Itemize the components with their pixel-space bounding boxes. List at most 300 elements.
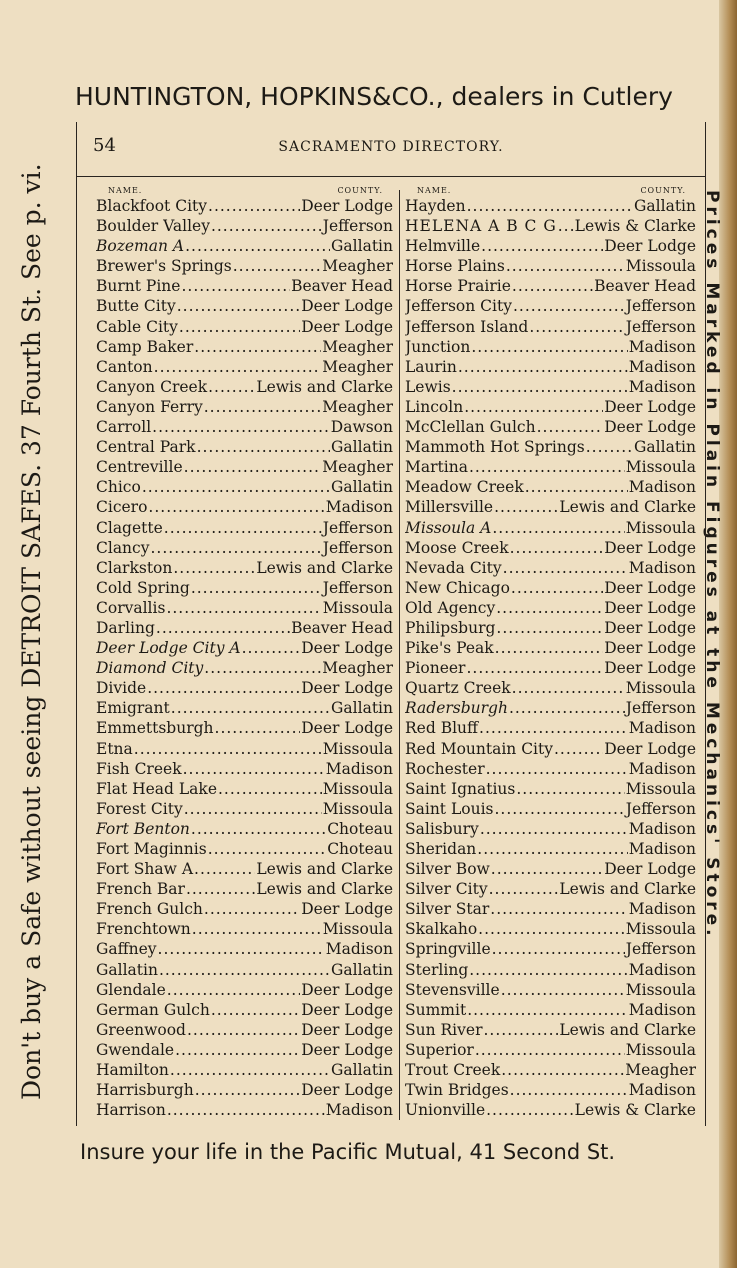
place-name: Clagette — [96, 518, 163, 537]
dot-leader — [501, 980, 625, 1000]
dot-leader — [503, 558, 628, 578]
directory-entry — [405, 457, 696, 477]
directory-entry — [405, 236, 696, 256]
county-name: Beaver Head — [291, 277, 393, 296]
directory-entry — [96, 578, 393, 598]
dot-leader — [558, 216, 574, 236]
dot-leader — [486, 759, 628, 779]
directory-entry — [96, 1060, 393, 1080]
county-name: Madison — [628, 558, 696, 577]
place-name: Horse Plains — [405, 257, 505, 276]
county-name: Lewis and Clarke — [559, 498, 696, 517]
dot-leader — [486, 1100, 574, 1120]
dot-leader — [510, 538, 604, 558]
directory-entry — [96, 558, 393, 578]
place-name: Carroll — [96, 418, 152, 437]
dot-leader — [191, 578, 322, 598]
directory-entry — [405, 718, 696, 738]
county-name: Deer Lodge — [604, 639, 696, 658]
directory-entry — [405, 960, 696, 980]
county-name: Lewis and Clarke — [256, 880, 393, 899]
right-entry-list — [405, 196, 696, 1120]
county-name: Meagher — [322, 659, 393, 678]
place-name: Cable City — [96, 317, 178, 336]
place-name: McClellan Gulch — [405, 418, 536, 437]
dot-leader — [185, 236, 330, 256]
place-name: Fort Maginnis — [96, 840, 207, 858]
name-column-heading: NAME. — [417, 186, 452, 195]
dot-leader — [469, 960, 627, 980]
directory-entry — [405, 1000, 696, 1020]
dot-leader — [469, 457, 625, 477]
county-name: Deer Lodge — [604, 860, 696, 879]
directory-entry — [405, 578, 696, 598]
directory-entry — [405, 779, 696, 799]
dot-leader — [490, 899, 627, 919]
county-name: Jefferson — [625, 940, 696, 959]
county-name: Gallatin — [634, 438, 696, 457]
place-name: Boulder Valley — [96, 217, 210, 236]
county-name: Missoula — [322, 598, 393, 617]
directory-entry — [96, 397, 393, 417]
dot-leader — [134, 739, 322, 759]
county-name: Gallatin — [634, 197, 696, 215]
county-name: Deer Lodge — [604, 237, 696, 256]
dot-leader — [167, 1100, 325, 1120]
dot-leader — [452, 377, 628, 397]
dot-leader — [494, 497, 558, 517]
county-name: Madison — [628, 377, 696, 396]
place-name: Canton — [96, 357, 153, 376]
county-name: Meagher — [625, 1061, 696, 1080]
place-name: Horse Prairie — [405, 277, 511, 296]
directory-entry — [96, 296, 393, 316]
county-name: Dawson — [330, 418, 393, 437]
place-name: Canyon Creek — [96, 377, 208, 396]
place-name: Lincoln — [405, 397, 464, 416]
county-name: Missoula — [625, 779, 696, 798]
directory-entry — [96, 1000, 393, 1020]
dot-leader — [177, 296, 301, 316]
dot-leader — [506, 256, 625, 276]
place-name: Emigrant — [96, 699, 170, 718]
directory-entry — [405, 276, 696, 296]
place-name: Silver Bow — [405, 860, 490, 879]
place-name: Pioneer — [405, 659, 466, 678]
dot-leader — [184, 799, 322, 819]
county-name: Deer Lodge — [604, 598, 696, 617]
place-name: Fish Creek — [96, 759, 182, 778]
directory-entry — [96, 457, 393, 477]
directory-entry — [405, 658, 696, 678]
place-name: Harrisburgh — [96, 1081, 194, 1100]
dot-leader — [195, 1080, 301, 1100]
dot-leader — [494, 799, 624, 819]
place-name: Gaffney — [96, 940, 157, 959]
county-name: Deer Lodge — [301, 1081, 393, 1100]
county-name: Jefferson — [625, 297, 696, 316]
county-column-heading: COUNTY. — [640, 186, 686, 195]
place-name: Silver Star — [405, 900, 490, 919]
county-name: Beaver Head — [594, 277, 696, 296]
running-head — [76, 122, 706, 177]
dot-leader — [208, 839, 327, 859]
dot-leader — [537, 417, 604, 437]
directory-entry — [405, 417, 696, 437]
place-name: Cicero — [96, 498, 148, 517]
directory-entry — [96, 839, 393, 859]
directory-entry — [96, 739, 393, 759]
county-name: Madison — [325, 498, 393, 517]
place-name: Camp Baker — [96, 337, 194, 356]
place-name: Cold Spring — [96, 578, 190, 597]
dot-leader — [159, 960, 330, 980]
county-name: Madison — [628, 1081, 696, 1100]
place-name: German Gulch — [96, 1000, 210, 1019]
dot-leader — [194, 337, 321, 357]
dot-leader — [194, 859, 255, 879]
column-header — [405, 185, 696, 196]
county-name: Lewis and Clarke — [256, 558, 393, 577]
county-name: Jefferson — [322, 217, 393, 236]
dot-leader — [471, 337, 627, 357]
dot-leader — [150, 538, 321, 558]
directory-entry — [96, 960, 393, 980]
directory-entry — [405, 256, 696, 276]
dot-leader — [586, 437, 633, 457]
directory-entry — [405, 196, 696, 216]
directory-entry — [405, 598, 696, 618]
dot-leader — [184, 457, 322, 477]
county-name: Madison — [325, 1101, 393, 1120]
directory-entry — [96, 718, 393, 738]
dot-leader — [204, 658, 321, 678]
directory-entry — [405, 1040, 696, 1060]
county-name: Meagher — [322, 337, 393, 356]
dot-leader — [204, 397, 321, 417]
dot-leader — [509, 698, 625, 718]
county-name: Deer Lodge — [604, 397, 696, 416]
dot-leader — [242, 638, 301, 658]
dot-leader — [464, 397, 603, 417]
directory-entry — [96, 638, 393, 658]
dot-leader — [529, 317, 624, 337]
county-name: Madison — [628, 337, 696, 356]
directory-entry — [96, 598, 393, 618]
dot-leader — [496, 618, 603, 638]
county-name: Lewis & Clarke — [574, 217, 696, 236]
place-name: Clancy — [96, 538, 150, 557]
dot-leader — [167, 980, 300, 1000]
dot-leader — [215, 718, 301, 738]
county-name: Gallatin — [331, 699, 393, 718]
dot-leader — [512, 276, 593, 296]
county-name: Jefferson — [322, 538, 393, 557]
county-name: Deer Lodge — [301, 719, 393, 738]
directory-entry — [405, 698, 696, 718]
county-name: Missoula — [625, 920, 696, 939]
county-name: Deer Lodge — [301, 317, 393, 336]
county-name: Gallatin — [331, 237, 393, 256]
directory-entry — [405, 879, 696, 899]
dot-leader — [211, 216, 322, 236]
place-name: Jefferson Island — [405, 317, 529, 336]
dot-leader — [466, 658, 603, 678]
dot-leader — [179, 317, 300, 337]
directory-entry — [405, 618, 696, 638]
directory-entry — [96, 618, 393, 638]
directory-entry — [405, 939, 696, 959]
county-name: Missoula — [625, 257, 696, 276]
place-name: Frenchtown — [96, 920, 191, 939]
dot-leader — [554, 739, 603, 759]
place-name: Mammoth Hot Springs — [405, 438, 585, 457]
county-name: Missoula — [322, 739, 393, 758]
page-title: SACRAMENTO DIRECTORY. — [278, 139, 504, 155]
dot-leader — [483, 1020, 558, 1040]
directory-entry — [96, 276, 393, 296]
place-name: Old Agency — [405, 598, 496, 617]
dot-leader — [516, 779, 624, 799]
place-name: Divide — [96, 679, 147, 698]
county-name: Gallatin — [331, 1061, 393, 1080]
place-name: Emmettsburgh — [96, 719, 214, 738]
county-name: Lewis and Clarke — [559, 1020, 696, 1039]
county-name: Gallatin — [331, 438, 393, 457]
place-name: Clarkston — [96, 558, 173, 577]
county-name: Madison — [628, 840, 696, 858]
place-name: Moose Creek — [405, 538, 509, 557]
county-name: Missoula — [322, 779, 393, 798]
dot-leader — [183, 759, 325, 779]
directory-entry — [405, 1080, 696, 1100]
county-name: Choteau — [327, 819, 393, 838]
dot-leader — [191, 819, 326, 839]
county-name: Deer Lodge — [301, 639, 393, 658]
county-name: Gallatin — [331, 478, 393, 497]
county-name: Madison — [628, 819, 696, 838]
county-name: Missoula — [625, 458, 696, 477]
county-name: Madison — [628, 719, 696, 738]
directory-entry — [405, 638, 696, 658]
directory-entry — [96, 337, 393, 357]
dot-leader — [211, 1000, 300, 1020]
directory-entry — [96, 919, 393, 939]
place-name: Martina — [405, 458, 468, 477]
county-name: Missoula — [322, 920, 393, 939]
dot-leader — [154, 357, 322, 377]
place-name: Trout Creek — [405, 1061, 501, 1080]
place-name: Butte City — [96, 297, 176, 316]
place-name: Springville — [405, 940, 491, 959]
dot-leader — [197, 437, 330, 457]
dot-leader — [208, 196, 300, 216]
place-name: French Bar — [96, 880, 185, 899]
place-name: Sun River — [405, 1020, 483, 1039]
place-name: Fort Benton — [96, 819, 190, 838]
place-name: Canyon Ferry — [96, 397, 203, 416]
directory-entry — [405, 819, 696, 839]
directory-entry — [405, 739, 696, 759]
place-name: French Gulch — [96, 900, 203, 919]
place-name: Jefferson City — [405, 297, 512, 316]
place-name: Gallatin — [96, 960, 158, 979]
county-name: Missoula — [625, 679, 696, 698]
county-name: Missoula — [322, 799, 393, 818]
place-name: Salisbury — [405, 819, 479, 838]
directory-entry — [405, 377, 696, 397]
place-name: Quartz Creek — [405, 679, 511, 698]
column-divider — [399, 190, 400, 1120]
county-name: Madison — [628, 357, 696, 376]
county-name: Deer Lodge — [604, 739, 696, 758]
county-name: Madison — [325, 940, 393, 959]
place-name: Hamilton — [96, 1061, 169, 1080]
dot-leader — [147, 678, 300, 698]
county-name: Deer Lodge — [301, 679, 393, 698]
dot-leader — [511, 578, 603, 598]
directory-entry — [405, 437, 696, 457]
county-name: Choteau — [327, 840, 393, 858]
place-name: Missoula A — [405, 518, 492, 537]
top-advertisement: HUNTINGTON, HOPKINS&CO., dealers in Cutlery — [75, 82, 673, 111]
county-name: Jefferson — [625, 317, 696, 336]
county-name: Deer Lodge — [301, 297, 393, 316]
dot-leader — [495, 638, 604, 658]
place-name: New Chicago — [405, 578, 510, 597]
dot-leader — [480, 819, 628, 839]
dot-leader — [208, 377, 255, 397]
dot-leader — [512, 678, 625, 698]
dot-leader — [525, 477, 628, 497]
directory-entry — [96, 236, 393, 256]
directory-entry — [405, 518, 696, 538]
place-name: Glendale — [96, 980, 166, 999]
place-name: Blackfoot City — [96, 197, 208, 215]
county-name: Meagher — [322, 357, 393, 376]
dot-leader — [475, 1040, 625, 1060]
dot-leader — [496, 598, 603, 618]
directory-entry — [96, 819, 393, 839]
county-name: Gallatin — [331, 960, 393, 979]
directory-entry — [96, 357, 393, 377]
directory-entry — [96, 317, 393, 337]
directory-entry — [96, 799, 393, 819]
county-name: Deer Lodge — [301, 900, 393, 919]
dot-leader — [489, 879, 559, 899]
place-name: Brewer's Springs — [96, 257, 232, 276]
county-name: Madison — [325, 759, 393, 778]
place-name: Burnt Pine — [96, 277, 181, 296]
directory-entry — [405, 538, 696, 558]
left-entry-list — [96, 196, 393, 1120]
directory-entry — [405, 980, 696, 1000]
county-column-heading: COUNTY. — [337, 186, 383, 195]
dot-leader — [170, 1060, 330, 1080]
directory-entry — [405, 337, 696, 357]
place-name: Millersville — [405, 498, 494, 517]
directory-entry — [96, 759, 393, 779]
county-name: Deer Lodge — [301, 197, 393, 215]
directory-entry — [405, 759, 696, 779]
dot-leader — [142, 477, 330, 497]
county-name: Madison — [628, 960, 696, 979]
directory-entry — [96, 779, 393, 799]
left-column — [96, 185, 393, 1120]
place-name: Superior — [405, 1040, 474, 1059]
directory-entry — [405, 216, 696, 236]
directory-entry — [96, 437, 393, 457]
dot-leader — [152, 417, 330, 437]
directory-entry — [405, 558, 696, 578]
county-name: Deer Lodge — [301, 980, 393, 999]
place-name: Helmville — [405, 237, 481, 256]
dot-leader — [458, 357, 628, 377]
place-name: Deer Lodge City A — [96, 639, 241, 658]
county-name: Madison — [628, 478, 696, 497]
directory-entry — [405, 859, 696, 879]
county-name: Jefferson — [625, 799, 696, 818]
place-name: Lewis — [405, 377, 451, 396]
county-name: Deer Lodge — [604, 659, 696, 678]
directory-entry — [405, 317, 696, 337]
dot-leader — [175, 1040, 300, 1060]
directory-entry — [96, 477, 393, 497]
dot-leader — [492, 939, 625, 959]
place-name: Saint Louis — [405, 799, 494, 818]
place-name: Corvallis — [96, 598, 166, 617]
directory-entry — [96, 658, 393, 678]
place-name: Twin Bridges — [405, 1081, 509, 1100]
place-name: Greenwood — [96, 1020, 186, 1039]
place-name: Stevensville — [405, 980, 500, 999]
directory-entry — [405, 357, 696, 377]
place-name: Etna — [96, 739, 133, 758]
place-name: Meadow Creek — [405, 478, 524, 497]
directory-entry — [405, 899, 696, 919]
county-name: Lewis and Clarke — [256, 860, 393, 879]
county-name: Madison — [628, 900, 696, 919]
place-name: Fort Shaw A — [96, 860, 194, 879]
dot-leader — [156, 618, 290, 638]
county-name: Missoula — [625, 518, 696, 537]
place-name: Radersburgh — [405, 699, 508, 718]
dot-leader — [478, 919, 625, 939]
directory-entry — [96, 538, 393, 558]
column-header — [96, 185, 393, 196]
bottom-advertisement: Insure your life in the Pacific Mutual, 41 Second St. — [80, 1140, 616, 1164]
place-name: Chico — [96, 478, 141, 497]
county-name: Jefferson — [322, 578, 393, 597]
place-name: Rochester — [405, 759, 485, 778]
directory-entry — [96, 377, 393, 397]
dot-leader — [158, 939, 325, 959]
place-name: Unionville — [405, 1101, 486, 1120]
county-name: Missoula — [625, 980, 696, 999]
directory-entry — [96, 497, 393, 517]
county-name: Meagher — [322, 397, 393, 416]
place-name: Hayden — [405, 197, 466, 215]
place-name: Saint Ignatius — [405, 779, 516, 798]
county-name: Deer Lodge — [301, 1000, 393, 1019]
directory-entry — [96, 678, 393, 698]
county-name: Deer Lodge — [604, 538, 696, 557]
place-name: Centreville — [96, 458, 183, 477]
place-name: Gwendale — [96, 1040, 175, 1059]
dot-leader — [218, 779, 322, 799]
county-name: Lewis and Clarke — [256, 377, 393, 396]
directory-entry — [96, 859, 393, 879]
